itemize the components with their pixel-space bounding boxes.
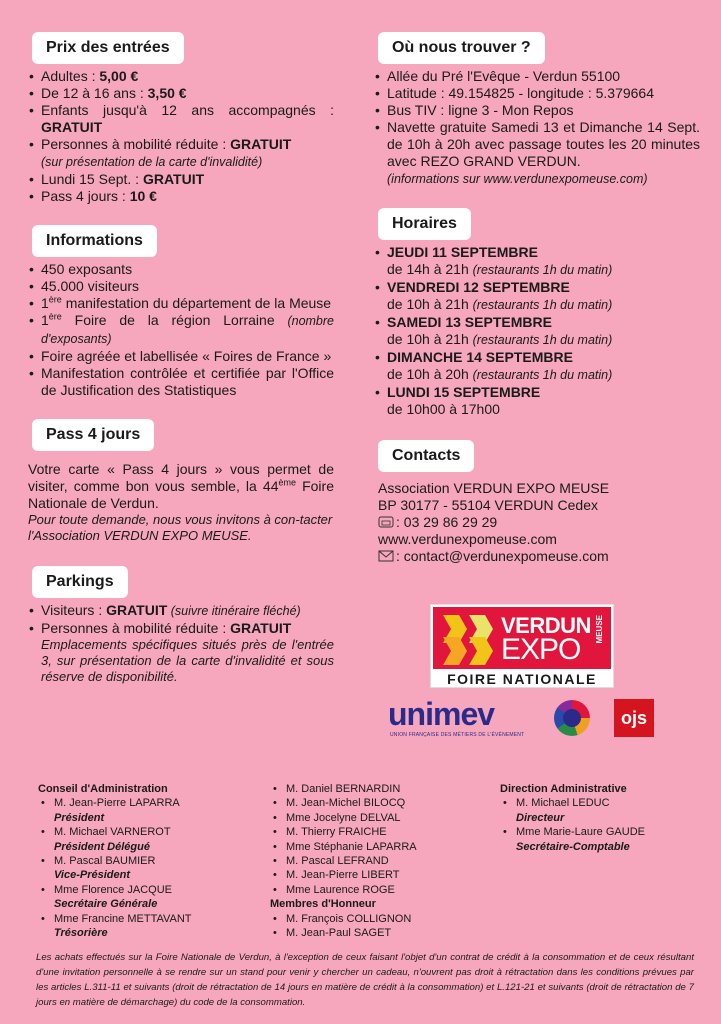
logo-banner [433,607,611,669]
list-item: • Personnes à mobilité réduite : GRATUIT Emplacements spécifiques situés près de l'entrée 3, sur présentation de la carte d'invalidité et sous réserve de disponibilité. [28,620,334,685]
contacts-section [374,440,700,565]
mail-icon [378,549,394,561]
list-item: • 450 exposants [28,261,334,278]
list-item: • De 12 à 16 ans : 3,50 € [28,85,334,102]
list-item: • M. Daniel BERNARDIN [270,782,470,796]
contacts-address: BP 30177 - 55104 VERDUN Cedex [378,497,598,513]
foires-de-france-icon [554,700,590,736]
role-label: Secrétaire Générale [54,898,158,911]
list-item: • 1ère Foire de la région Lorraine (nombre d'exposants) [28,312,334,348]
role-label: Président [54,811,105,824]
list-item: • Mme Marie-Laure GAUDE [500,825,700,839]
informations-section [28,225,334,399]
list-item: • Pass 4 jours : 10 € [28,188,334,205]
list-item: • Mme Francine METTAVANT [38,912,258,926]
list-item: • Mme Stéphanie LAPARRA [270,840,470,854]
list-item: • Bus TIV : ligne 3 - Mon Repos [374,102,700,119]
role-label: Vice-Président [54,869,131,882]
left-column [28,32,334,685]
list-item: • Navette gratuite Samedi 13 et Dimanche 14 Sept. de 10h à 20h avec passage toutes les 20 minutes avec REZO GRAND VERDUN. (informations sur www.verdunexpomeuse.com) [374,119,700,188]
list-item: • M. Michael VARNEROT [38,825,258,839]
list-item: • Latitude : 49.154825 - longitude : 5.379664 [374,85,700,102]
contacts-email[interactable]: : contact@verdunexpomeuse.com [374,548,700,565]
list-item: • LUNDI 15 SEPTEMBRE de 10h00 à 17h00 [374,384,700,418]
prix-list [28,68,334,205]
list-item: • M. Jean-Pierre LIBERT [270,868,470,882]
list-item: • M. Pascal LEFRAND [270,854,470,868]
da-title: Direction Administrative [500,783,627,795]
list-item: • SAMEDI 13 SEPTEMBRE de 10h à 21h (restaurants 1h du matin) [374,314,700,349]
list-item: • Mme Jocelyne DELVAL [270,811,470,825]
list-item: • 45.000 visiteurs [28,278,334,295]
board-ca [38,782,258,940]
parkings-list [28,602,334,685]
role-label: Directeur [516,811,565,824]
prix-title: Prix des entrées [32,32,184,64]
role-label: Trésorière [54,927,108,940]
list-item: • JEUDI 11 SEPTEMBRE de 14h à 21h (restaurants 1h du matin) [374,244,700,279]
horaires-section [374,208,700,418]
legal-disclaimer: Les achats effectués sur la Foire Nationale de Verdun, à l'exception de ceux faisant l'objet d'un contrat de crédit à la consommation et de ceux résultant d'une invitation personnelle à se rendre sur un stand pour venir y chercher un cadeau, n'ouvrent pas droit à rétractation dans les conditions prévues par les articles L.311-11 et suivants (droit de rétractation de 14 jours en matière de crédit à la consommation) et L.121-21 et suivants (droit de rétractation de 7 jours en matière de démarchage) du code de la consommation. [36,952,694,1008]
logo-mark-icon [437,609,499,667]
pass-title: Pass 4 jours [32,419,154,451]
board-direction [500,782,700,854]
horaires-title: Horaires [378,208,471,240]
list-item: • M. François COLLIGNON [270,912,470,926]
informations-title: Informations [32,225,157,257]
list-item: • Enfants jusqu'à 12 ans accompagnés : GRATUIT [28,102,334,136]
logo-meuse-text: MEUSE [595,615,604,644]
ojs-logo: ojs [614,699,654,737]
list-item: • M. Jean-Paul SAGET [270,926,470,940]
board-members [270,782,470,940]
unimev-logo: unimev [388,696,495,732]
logo-foire-nationale: FOIRE NATIONALE [447,671,597,687]
contacts-org: Association VERDUN EXPO MEUSE [378,480,610,496]
list-item: • Visiteurs : GRATUIT (suivre itinéraire fléché) [28,602,334,620]
list-item: • M. Michael LEDUC [500,796,700,810]
list-item: • VENDREDI 12 SEPTEMBRE de 10h à 21h (restaurants 1h du matin) [374,279,700,314]
list-item: • Allée du Pré l'Evêque - Verdun 55100 [374,68,700,85]
unimev-subtitle: UNION FRANÇAISE DES MÉTIERS DE L'ÉVÉNEMENT [390,732,525,738]
list-item: • DIMANCHE 14 SEPTEMBRE de 10h à 20h (restaurants 1h du matin) [374,349,700,384]
location-title: Où nous trouver ? [378,32,545,64]
prix-section [28,32,334,205]
verdun-expo-logo [430,604,614,688]
partner-logos [388,696,708,746]
parkings-title: Parkings [32,566,128,598]
informations-list [28,261,334,399]
list-item: • Lundi 15 Sept. : GRATUIT [28,171,334,188]
list-item: • M. Jean-Pierre LAPARRA [38,796,258,810]
logo-verdun-text: VERDUN [501,613,591,638]
list-item: • Adultes : 5,00 € [28,68,334,85]
honor-title: Membres d'Honneur [270,898,376,911]
list-item: • Mme Florence JACQUE [38,883,258,897]
list-item: • M. Jean-Michel BILOCQ [270,796,470,810]
role-label: Secrétaire-Comptable [516,840,630,853]
phone-icon [378,515,394,527]
logo-expo-text: EXPO [501,633,581,666]
contacts-web[interactable]: www.verdunexpomeuse.com [378,531,557,547]
role-label: Président Délégué [54,840,150,853]
contacts-title: Contacts [378,440,474,472]
parkings-section [28,566,334,685]
pass-text: Votre carte « Pass 4 jours » vous permet de visiter, comme bon vous semble, la 44ème Foire Nationale de Verdun. [28,461,334,511]
list-item: • Manifestation contrôlée et certifiée par l'Office de Justification des Statistiques [28,365,334,399]
pass-section [28,419,334,544]
list-item: • M. Pascal BAUMIER [38,854,258,868]
location-section [374,32,700,188]
list-item: • Foire agréée et labellisée « Foires de France » [28,348,334,365]
location-list [374,68,700,188]
right-column [374,32,700,565]
contacts-phone: : 03 29 86 29 29 [374,514,700,531]
list-item: • Mme Laurence ROGE [270,883,470,897]
horaires-list [374,244,700,418]
ca-title: Conseil d'Administration [38,783,168,795]
list-item: • M. Thierry FRAICHE [270,825,470,839]
pass-note: Pour toute demande, nous vous invitons à con-tacter l'Association VERDUN EXPO MEUSE. [28,512,333,543]
list-item: • Personnes à mobilité réduite : GRATUIT (sur présentation de la carte d'invalidité) [28,136,334,171]
list-item: • 1ère manifestation du département de la Meuse [28,295,334,312]
